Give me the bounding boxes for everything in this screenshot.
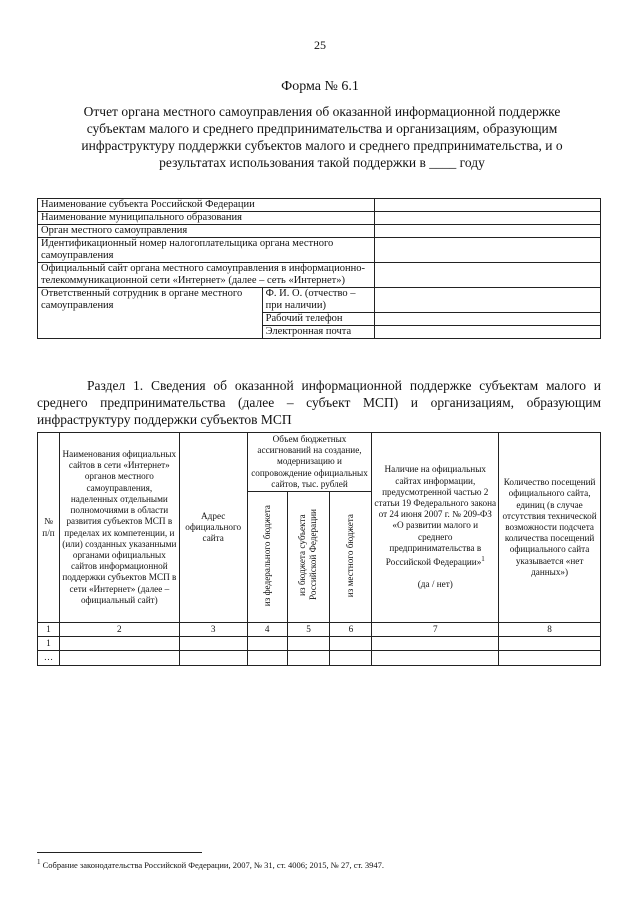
footnote-divider [37, 852, 202, 853]
footnote-text: Собрание законодательства Российской Федерации, 2007, № 31, ст. 4006; 2015, № 27, ст. 3947. [42, 859, 384, 870]
section-heading [37, 377, 601, 428]
table-cell [499, 651, 601, 665]
info-subrow-label: Электронная почта [262, 326, 374, 339]
table-cell [330, 651, 372, 665]
info-row-label: Орган местного самоуправления [38, 225, 375, 238]
table-cell [287, 651, 330, 665]
info-value-cell [374, 263, 600, 288]
header-visits: Количество посещений официального сайта, единиц (в случае отсутствия технической возможности подсчета количества посещений официального сайта указывается «нет данных») [499, 433, 601, 623]
footnote-mark: 1 [37, 858, 41, 866]
table-cell [179, 651, 247, 665]
header-regional-budget [287, 492, 330, 623]
table-cell [287, 637, 330, 651]
info-value-cell [374, 288, 600, 313]
header-federal-budget [247, 492, 287, 623]
header-local-budget [330, 492, 372, 623]
info-value-cell [374, 212, 600, 225]
header-site-names: Наименования официальных сайтов в сети «Интернет» органов местного самоуправления, наделенных отдельными полномочиями в области развития субъектов МСП в пределах их компетенции, и (или) созданных указанными органами официальных сайтов информационной поддержки субъектов МСП в сети «Интернет» (далее – официальный сайт) [59, 433, 179, 623]
table-cell [247, 651, 287, 665]
table-cell [179, 637, 247, 651]
info-subrow-label: Рабочий телефон [262, 313, 374, 326]
table-cell [247, 637, 287, 651]
column-number: 1 [38, 623, 60, 637]
info-value-cell [374, 326, 600, 339]
column-number: 8 [499, 623, 601, 637]
header-number: № п/п [38, 433, 60, 623]
footnote [37, 858, 601, 870]
responsible-label: Ответственный сотрудник в органе местного самоуправления [38, 288, 263, 339]
table-cell [330, 637, 372, 651]
info-subrow-label: Ф. И. О. (отчество – при наличии) [262, 288, 374, 313]
header-regional-budget-text: из бюджета субъекта Российской Федерации [297, 509, 319, 601]
column-number: 5 [287, 623, 330, 637]
table-cell [59, 637, 179, 651]
table-row-number: … [38, 651, 60, 665]
footnote-ref: 1 [481, 554, 485, 563]
data-table [37, 432, 601, 666]
info-row-label: Идентификационный номер налогоплательщика органа местного самоуправления [38, 238, 375, 263]
table-cell [499, 637, 601, 651]
info-value-cell [374, 238, 600, 263]
header-local-budget-text: из местного бюджета [345, 513, 356, 598]
column-number: 7 [372, 623, 499, 637]
table-cell [372, 651, 499, 665]
header-info-presence-text: Наличие на официальных сайтах информации, предусмотренной частью 2 статьи 19 Федерального закона от 24 июня 2007 г. № 209-ФЗ «О развитии малого и среднего предпринимательства в Российской Федерации» [374, 464, 497, 568]
column-number: 4 [247, 623, 287, 637]
info-row-label: Официальный сайт органа местного самоуправления в информационно-телекоммуникационной сети «Интернет» (далее – сеть «Интернет») [38, 263, 375, 288]
form-title: Форма № 6.1 [281, 79, 359, 94]
info-row-label: Наименование субъекта Российской Федерации [38, 199, 375, 212]
column-number: 3 [179, 623, 247, 637]
header-info-presence-note: (да / нет) [417, 579, 453, 590]
header-budget-group: Объем бюджетных ассигнований на создание, модернизацию и сопровождение официальных сайтов, тыс. рублей [247, 433, 372, 492]
header-info-presence [372, 433, 499, 623]
header-federal-budget-text: из федерального бюджета [261, 504, 272, 607]
info-value-cell [374, 225, 600, 238]
info-row-label: Наименование муниципального образования [38, 212, 375, 225]
header-site-address: Адрес официального сайта [179, 433, 247, 623]
info-value-cell [374, 199, 600, 212]
table-cell [372, 637, 499, 651]
table-cell [59, 651, 179, 665]
table-row-number: 1 [38, 637, 60, 651]
info-table [37, 198, 601, 339]
report-title: Отчет органа местного самоуправления об оказанной информационной поддержке субъектам малого и среднего предпринимательства и организациям, образующим инфраструктуру поддержки субъектов малого и среднего предпринимательства, и о результатах использования такой поддержки в ____ году [81, 104, 563, 170]
column-number: 6 [330, 623, 372, 637]
page-number: 25 [314, 38, 326, 52]
column-number: 2 [59, 623, 179, 637]
info-value-cell [374, 313, 600, 326]
section-heading-text: Раздел 1. Сведения об оказанной информационной поддержке субъектам малого и среднего предпринимательства (далее – субъект МСП) и организациям, образующим инфраструктуру поддержки субъектов МСП [37, 378, 601, 427]
